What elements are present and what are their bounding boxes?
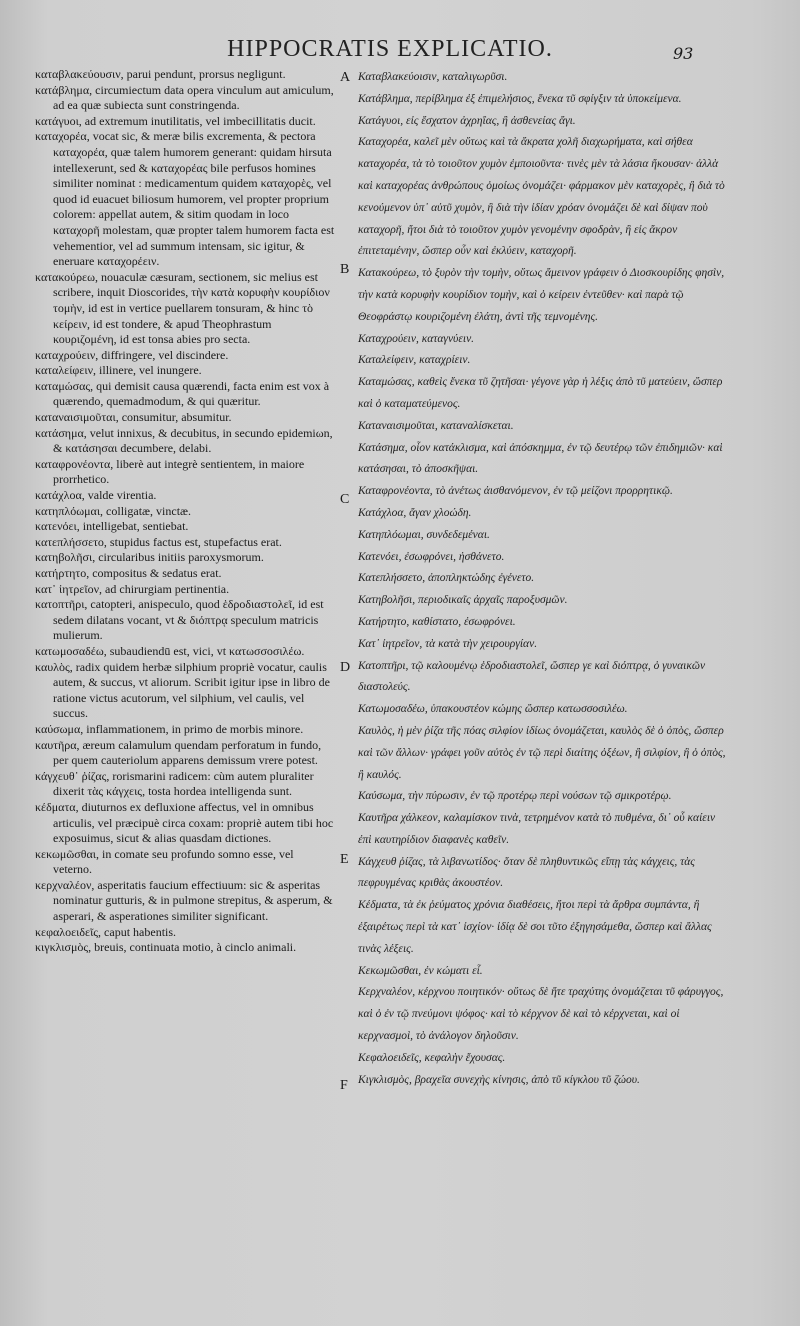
- latin-entry: καταχορέα, vocat sic, & meræ bilis excrementa, & pectora καταχορέα, quæ talem humorem generant: quidam hirsuta intellexerunt, sed & καταχορέας bile perfusos homines similiter nominat : medicamentum quidem καταχορὲς, vel quod id euacuet biliosum humorem, vel propter proprium colorem: appellat autem, & sitim quodam in loco καταχορῆ molestam, quæ propter talem humorem facta est vehementior, vel ad summum intensam, sic igitur, & eneruare καταχορέειν.: [35, 129, 335, 269]
- greek-entry: Κάγχευθ ῥίζας, τὰ λιβανωτίδος· ὅταν δὲ πληθυντικῶς εἴπῃ τὰς κάγχεις, τὰς πεφρυγμένας κριθὰς ἀκουστέον.: [358, 855, 695, 890]
- latin-column: [35, 67, 335, 956]
- latin-entry: κατηπλόωμαι, colligatæ, vinctæ.: [35, 503, 192, 518]
- greek-column: [358, 67, 728, 1091]
- latin-entry: κατάσημα, velut innixus, & decubitus, in secundo epidemiωn, & κατάσησαι decumbere, delabi.: [35, 425, 333, 456]
- page-title: HIPPOCRATIS EXPLICATIO.: [227, 36, 553, 62]
- greek-entry: Κατηβολῆσι, περιοδικαῖς ἀρχαῖς παροξυσμῶν.: [358, 594, 568, 607]
- greek-entry: Κατοπτῆρι, τῷ καλουμένῳ ἑδροδιαστολεῖ, ὥσπερ γε καὶ διόπτρᾳ, ὁ γυναικῶν διαστολεύς.: [358, 659, 706, 694]
- latin-entry: κατάχλοα, valde virentia.: [35, 488, 157, 503]
- greek-entry: Κιγκλισμὸς, βραχεῖα συνεχὴς κίνησις, ἀπὸ τῦ κίγκλου τῦ ζώου.: [358, 1073, 640, 1086]
- greek-entry: Καυλὸς, ἡ μὲν ῥίζα τῆς πόας σιλφίον ἰδίως ὀνομάζεται, καυλὸς δὲ ὁ ὀπὸς, ὥσπερ καὶ τῶν ἄλλων· γράφει γοῦν αὐτὸς ἐν τῷ περὶ διαίτης ὀξέων, ἢ σιλφίον, ἢ ὁ ὀπὸς, ἢ καυλός.: [358, 724, 726, 781]
- latin-entry: καταφρονέοντα, liberè aut integrè sentientem, in maiore prorrhetico.: [35, 456, 305, 487]
- section-marker-c: C: [340, 492, 350, 507]
- section-marker-e: E: [340, 852, 349, 867]
- greek-entry: Καταλείφειν, καταχρίειν.: [358, 354, 471, 367]
- greek-entry: Κατάσημα, οἷον κατάκλισμα, καὶ ἀπόσκημμα, ἐν τῷ δευτέρῳ τῶν ἐπιδημιῶν· καὶ κατάσησαι, τὸ ἀποσκῆψαι.: [358, 441, 723, 476]
- latin-entry: κεφαλοειδεῖς, caput habentis.: [35, 924, 177, 939]
- latin-entry: κατ᾽ ἰητρεῖον, ad chirurgiam pertinentia.: [35, 581, 230, 596]
- latin-entry: καταναισιμοῦται, consumitur, absumitur.: [35, 410, 232, 425]
- latin-entry: κατεπλήσσετο, stupidus factus est, stupefactus erat.: [35, 534, 282, 549]
- greek-entry: Καυτῆρα χάλκεον, καλαμίσκον τινὰ, τετρημένον κατὰ τὸ πυθμένα, δι᾽ οὗ καίειν ἐπὶ καυτηρίδιον διαφανὲς καθεῖν.: [358, 812, 716, 846]
- greek-entry: Κατάχλοα, ἄγαν χλοώδη.: [358, 506, 472, 519]
- greek-entry: Κατάγυοι, εἰς ἔσχατον ἀχρηΐας, ἢ ἀσθενείας ἄγι.: [358, 114, 576, 127]
- greek-entry: Καταμώσας, καθεὶς ἕνεκα τῦ ζητῆσαι· γέγονε γὰρ ἡ λέξις ἀπὸ τῦ ματεύειν, ὥσπερ καὶ ὁ καταματεύμενος.: [358, 376, 723, 410]
- greek-entry: Καταχορέα, καλεῖ μὲν οὕτως καὶ τὰ ἄκρατα χολῆ διαχωρήματα, καὶ σήθεα καταχορέα, τὰ τὸ τοιοῦτον χυμὸν ἐμποιοῦντα· τινὲς μὲν τὰ λάσια ἤκουσαν· ἀλλὰ καὶ καταχορέας ἀνθρώπους ὁμοίως ὀνομάζει· φάρμακον μὲν καταχορὲς, ἢ διὰ τὸ κενούμενον ὑπ᾽ αὐτῦ χυμὸν, ἢ διὰ τὴν ἰδίαν χρόαν ὀνομάζει δὲ καὶ δίψαν ποὺ καταχορῆ, ἤτοι διὰ τὸ τοιοῦτον χυμὸν γενομένην σφοδρὰν, ἢ εἰς ἄκρον ἐπιτεταμένην, ὥσπερ οὖν καὶ ἐκλύειν, καταχορῆ.: [358, 136, 725, 258]
- greek-entry: Κερχναλέον, κέρχνου ποιητικόν· οὕτως δὲ ἥτε τραχύτης ὀνομάζεται τῦ φάρυγγος, καὶ ὁ ἐν τῷ πνεύμονι ψόφος· καὶ τὸ κέρχνον δὲ καὶ τὸ κέρχνεται, καὶ οἱ κερχνασμοὶ, τὸ ἀνάλογον δηλοῦσιν.: [358, 986, 724, 1043]
- latin-entry: καταμώσας, qui demisit causa quærendi, facta enim est vox à quærendo, quemadmodum, & qui quæritur.: [35, 378, 330, 409]
- section-marker-a: A: [340, 70, 351, 85]
- latin-entry: κατάβλημα, circumiectum data opera vinculum aut amiculum, ad ea quæ subiecta sunt constringenda.: [35, 82, 334, 113]
- latin-entry: καύσωμα, inflammationem, in primo de morbis minore.: [35, 721, 304, 736]
- latin-entry: κάγχευθ᾽ ῥίζας, rorismarini radicem: cùm autem pluraliter dixerit τὰς κάγχεις, tosta hordea intelligenda sunt.: [35, 768, 314, 799]
- latin-entry: καταχρούειν, diffringere, vel discindere.: [35, 347, 229, 362]
- latin-entry: καταβλακεύουσιν, parui pendunt, prorsus negligunt.: [35, 67, 286, 81]
- section-marker-d: D: [340, 660, 351, 675]
- greek-entry: Καταβλακεύοισιν, καταλιγωρῦσι.: [358, 71, 508, 83]
- greek-entry: Κατάβλημα, περίβλημα ἐξ ἐπιμελήσιος, ἕνεκα τῦ σφίγξιν τὰ ὑποκείμενα.: [358, 92, 682, 105]
- greek-entry: Κατακούρεω, τὸ ξυρὸν τὴν τομὴν, οὕτως ἄμεινον γράφειν ὁ Διοσκουρίδης φησὶν, τὴν κατὰ κορυφὴν κουρίδιον τομὴν, καὶ ὁ κείρειν ἐντεῦθεν· καὶ παρὰ τῷ Θεοφράστῳ κουριζομένη ἐλάτη, ἀντὶ τῆς τεμνομένης.: [358, 267, 725, 323]
- latin-entry: κατενόει, intelligebat, sentiebat.: [35, 519, 189, 534]
- greek-entry: Κατ᾽ ἰητρεῖον, τὰ κατὰ τὴν χειρουργίαν.: [358, 637, 538, 650]
- latin-entry: καταλείφειν, illinere, vel inungere.: [35, 363, 202, 378]
- greek-entry: Κατενόει, ἐσωφρόνει, ἠσθάνετο.: [358, 550, 505, 563]
- latin-entry: καυλὸς, radix quidem herbæ silphium propriè vocatur, caulis autem, & succus, vt aliorum. Scribit igitur ipse in libro de ratione victus acutorum, vel silphium, vel caulis, vel succus.: [35, 659, 330, 721]
- latin-entry: κατάγυοι, ad extremum inutilitatis, vel imbecillitatis ducit.: [35, 113, 316, 128]
- section-marker-f: F: [340, 1078, 348, 1093]
- greek-entry: Κεφαλοειδεῖς, κεφαλὴν ἔχουσας.: [358, 1051, 506, 1064]
- latin-entry: κερχναλέον, asperitatis faucium effectiuum: sic & asperitas nominatur gutturis, & in pulmone strepitus, & asperum, & asperari, & asperationes similiter significant.: [35, 877, 333, 924]
- greek-entry: Καταναισιμοῦται, καταναλίσκεται.: [358, 419, 514, 432]
- page-number: 93: [673, 44, 694, 63]
- section-marker-b: B: [340, 262, 350, 277]
- latin-entry: κιγκλισμὸς, breuis, continuata motio, à cinclo animali.: [35, 940, 297, 955]
- greek-entry: Κατεπλήσσετο, ἀποπληκτώδης ἐγένετο.: [358, 572, 535, 585]
- greek-entry: Καταφρονέοντα, τὸ ἀνέτως ἀισθανόμενον, ἐν τῷ μείζονι προρρητικῷ.: [358, 485, 673, 498]
- latin-entry: καυτῆρα, æreum calamulum quendam perforatum in fundo, per quem cauteriolum apparens demissum vrere potest.: [35, 737, 322, 768]
- latin-entry: κατήρτητο, compositus & sedatus erat.: [35, 566, 222, 580]
- latin-entry: κατωμοσαδέω, subaudiendū est, vici, vt κατωσσοσιλέω.: [35, 643, 305, 658]
- greek-entry: Κατηπλόωμαι, συνδεδεμέναι.: [358, 528, 490, 541]
- greek-entry: Κατωμοσαδέω, ὑπακουστέον κώμης ὥσπερ κατωσσοσιλέω.: [358, 703, 628, 716]
- greek-entry: Κέδματα, τὰ ἐκ ῥεύματος χρόνια διαθέσεις, ἤτοι περὶ τὰ ἄρθρα συμπάντα, ἢ ἐξαιρέτως περὶ τὰ κατ᾽ ἰσχίον· ἰδίᾳ δὲ σοι τῦτο ἐξηγησάμεθα, ὥσπερ καὶ ἄλλας τινὰς λέξεις.: [358, 899, 712, 955]
- latin-entry: κατοπτῆρι, catopteri, anispeculo, quod ἑδροδιαστολεῖ, id est sedem dilatans vocant, vt & διόπτρᾳ speculum matricis mulierum.: [35, 597, 324, 643]
- greek-entry: Κεκωμῶσθαι, ἐν κώματι εἶ.: [358, 964, 483, 977]
- latin-entry: κέδματα, diuturnos ex defluxione affectus, vel in omnibus articulis, vel præcipuè circa coxam: propriè autem tibi hoc exposuimus, sicut & alias quasdam dictiones.: [35, 799, 334, 846]
- greek-entry: Κατήρτητο, καθίστατο, ἐσωφρόνει.: [358, 615, 516, 628]
- greek-entry: Καταχρούειν, καταγνύειν.: [358, 332, 475, 345]
- greek-entry: Καύσωμα, τὴν πύρωσιν, ἐν τῷ προτέρῳ περὶ νούσων τῷ σμικροτέρῳ.: [358, 790, 672, 803]
- latin-entry: κατηβολῆσι, circularibus initiis paroxysmorum.: [35, 550, 264, 565]
- latin-entry: κεκωμῶσθαι, in comate seu profundo somno esse, vel veterno.: [35, 846, 294, 877]
- latin-entry: κατακούρεω, nouaculæ cæsuram, sectionem, sic melius est scribere, inquit Dioscorides, τὴν κατὰ κορυφὴν κουρίδιον τομὴν, id est in vertice puellarem tonsuram, & hinc τὸ κείρειν, id est tondere, & apud Theophrastum κουριζομένη, id est tonsa abies pro secta.: [35, 269, 330, 347]
